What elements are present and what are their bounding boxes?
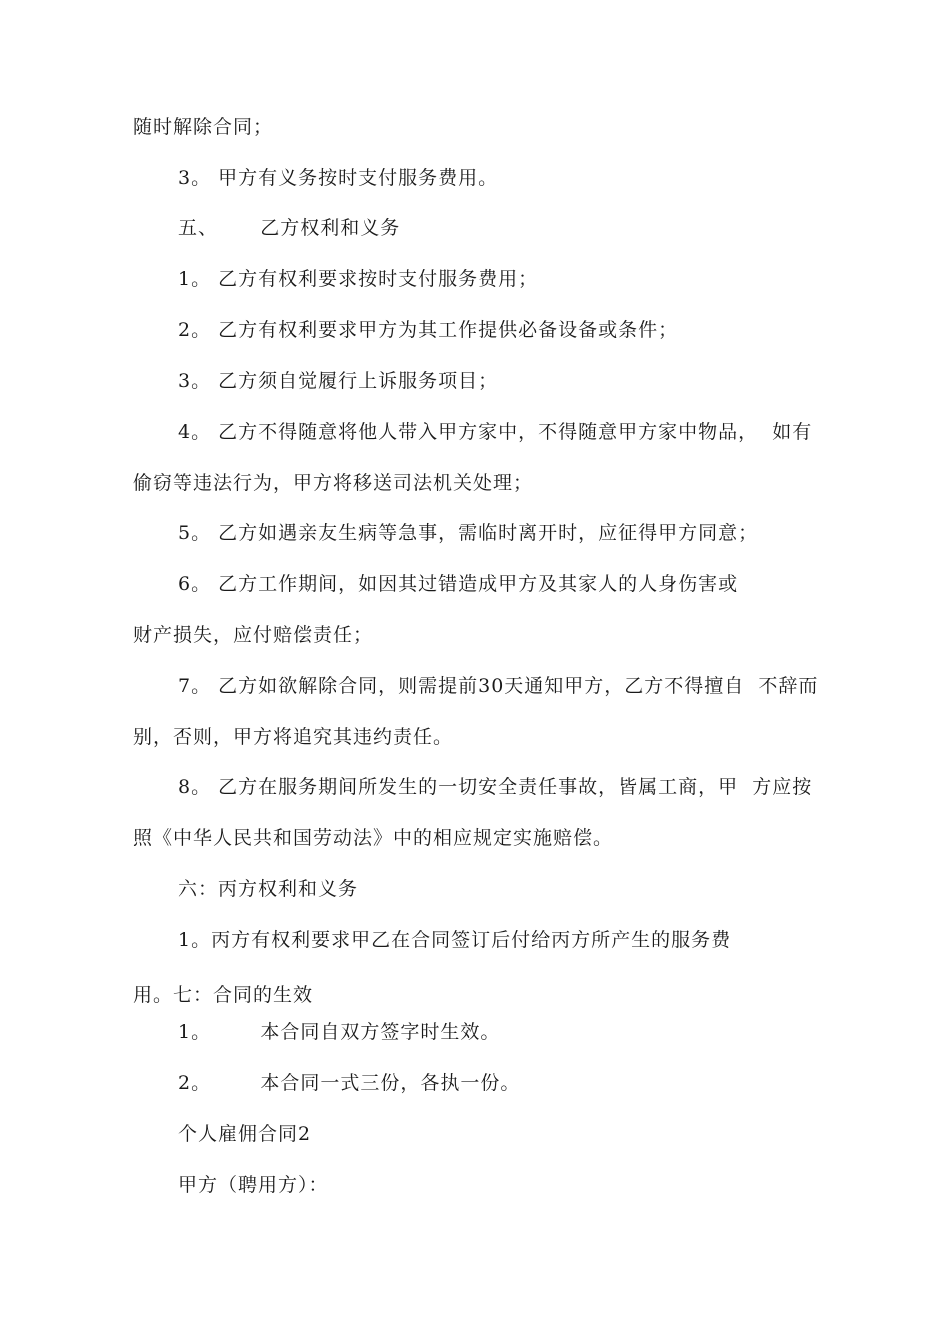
clause-5-4: 4。 乙方不得随意将他人带入甲方家中，不得随意甲方家中物品， 如有 [178, 421, 813, 443]
section-heading-5: 五、 乙方权利和义务 [178, 217, 401, 239]
clause-5-1: 1。 乙方有权利要求按时支付服务费用； [178, 268, 539, 290]
clause-7-1: 1。 本合同自双方签字时生效。 [178, 1021, 501, 1043]
clause-7-2: 2。 本合同一式三份，各执一份。 [178, 1072, 521, 1094]
clause-5-7: 7。 乙方如欲解除合同，则需提前30天通知甲方，乙方不得擅自 不辞而 [178, 675, 819, 697]
clause-5-2: 2。 乙方有权利要求甲方为其工作提供必备设备或条件； [178, 319, 679, 341]
party-a-label: 甲方（聘用方）： [178, 1174, 329, 1196]
clause-5-4-continuation: 偷窃等违法行为，甲方将移送司法机关处理； [133, 472, 534, 494]
clause-5-5: 5。 乙方如遇亲友生病等急事，需临时离开时，应征得甲方同意； [178, 522, 759, 544]
clause-5-3: 3。 乙方须自觉履行上诉服务项目； [178, 370, 499, 392]
clause-5-7-continuation: 别，否则，甲方将追究其违约责任。 [133, 726, 454, 748]
clause-6-1: 1。丙方有权利要求甲乙在合同签订后付给丙方所产生的服务费 [178, 929, 732, 951]
clause-6-1-continuation-section-7: 用。七：合同的生效 [133, 984, 314, 1006]
clause-5-6-continuation: 财产损失，应付赔偿责任； [133, 624, 374, 646]
clause-4-3: 3。 甲方有义务按时支付服务费用。 [178, 167, 499, 189]
clause-5-8-continuation: 照《中华人民共和国劳动法》中的相应规定实施赔偿。 [133, 827, 614, 849]
contract-title-2: 个人雇佣合同2 [178, 1123, 312, 1145]
clause-5-6: 6。 乙方工作期间，如因其过错造成甲方及其家人的人身伤害或 [178, 573, 739, 595]
clause-5-8: 8。 乙方在服务期间所发生的一切安全责任事故，皆属工商，甲 方应按 [178, 776, 813, 798]
section-heading-6: 六：丙方权利和义务 [178, 878, 359, 900]
text-line-continuation: 随时解除合同； [133, 116, 274, 138]
